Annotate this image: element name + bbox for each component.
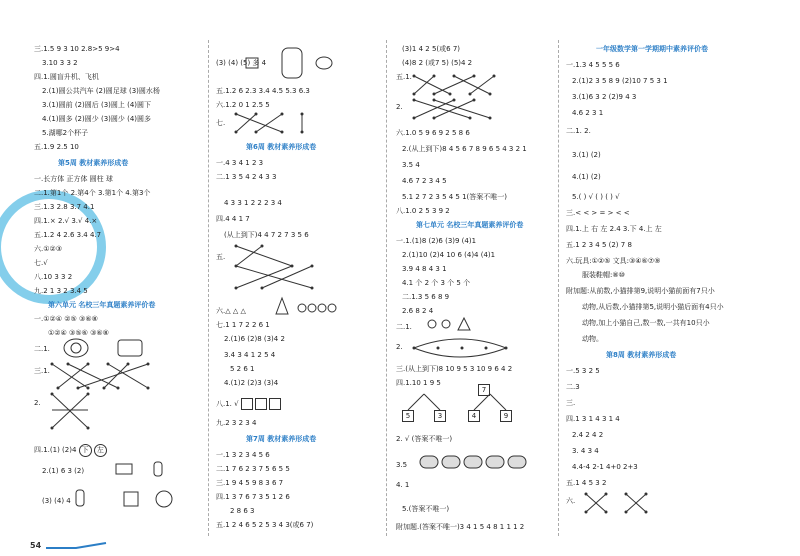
answer-line: 3.(1)6 3 2 (2)9 4 3 <box>572 93 637 101</box>
answer-line: 4.6 2 3 1 <box>572 109 604 117</box>
answer-line: 四.1 3 7 6 7 3 5 1 2 6 <box>216 493 290 501</box>
answer-line: 九.2 1 3 2 3.4 5 <box>34 287 88 295</box>
answer-line: 4.4-4 2-1 4+0 2+3 <box>572 463 638 471</box>
answer-line: 附加题:从前数,小猫排第9,说明小猫前面有7只小 <box>566 287 715 295</box>
answer-line: 四.1.(1) (2)4 下 左 <box>34 444 107 457</box>
answer-line: 4.6 7 2 3 4 5 <box>402 177 447 185</box>
answer-line: 一.1.(1)8 (2)6 (3)9 (4)1 <box>396 237 477 245</box>
answer-line: 一.1.3 4 5 5 5 6 <box>566 61 620 69</box>
answer-line: 一.①②④ ②⑤ ③⑥⑧ <box>34 315 98 323</box>
answer-line: 2. <box>34 399 41 407</box>
answer-line: (从上到下)4 4 7 2 7 3 5 6 <box>224 231 309 239</box>
answer-line: 5.( ) √ ( ) ( ) √ <box>572 193 620 201</box>
page-number: 54 <box>30 541 42 550</box>
matching-lines <box>410 98 500 120</box>
answer-line: 二.1. <box>396 323 412 331</box>
answer-line: 2. <box>396 103 403 111</box>
answer-line: 三.1.5 9 3 10 2.8>5 9>4 <box>34 45 120 53</box>
direction-answer: 左 <box>94 444 107 457</box>
answer-line: 2.(1) 6 3 (2) <box>42 467 85 475</box>
answer-line: 四.1.上 右 左 2.4 3.下 4.上 左 <box>566 225 662 233</box>
matching-lines <box>410 74 500 96</box>
answer-line: 4.(1)圆多 (2)圆少 (3)圆少 (4)圆多 <box>42 115 152 123</box>
answer-line: 四.1.× 2.√ 3.√ 4.× <box>34 217 98 225</box>
matching-lines <box>232 244 322 290</box>
answer-line: 五.1.2 4 2.6 3.4 4.7 <box>34 231 102 239</box>
answer-line: 三.< < > = > < < <box>566 209 630 217</box>
section-title: 第5周 教材素养形成卷 <box>58 159 129 167</box>
answer-line: 一.1 3 2 3 4 5 6 <box>216 451 270 459</box>
answer-line: 3.4 3 4 1 2 5 4 <box>224 351 276 359</box>
answer-line: 动物,从后数,小猫排第5,说明小猫后面有4只小 <box>582 303 724 311</box>
answer-line: 2. <box>396 343 403 351</box>
answer-line: 一.4 3 4 1 2 3 <box>216 159 264 167</box>
answer-line: 二.1 3 5 4 2 4 3 3 <box>216 173 277 181</box>
answer-line: 4.(1)2 (2)3 (3)4 <box>224 379 279 387</box>
matching-lines <box>48 362 158 390</box>
answer-line: 六.1.2 0 1 2.5 5 <box>216 101 270 109</box>
section-title: 第6周 教材素养形成卷 <box>246 143 317 151</box>
answer-line: 4. 1 <box>396 481 410 489</box>
shape-drawing <box>242 46 332 80</box>
answer-line: 六.1.0 5 9 6 9 2 5 8 6 <box>396 129 470 137</box>
answer-line: 五.1 2 3 4 5 (2) 7 8 <box>566 241 632 249</box>
matching-arcs <box>410 336 520 360</box>
answer-line: 附加题.(答案不唯一)3 4 1 5 4 8 1 1 1 2 <box>396 523 525 531</box>
answer-line: 六.玩具:①②⑤ 文具:③④⑥⑦⑨ <box>566 257 661 265</box>
matching-lines <box>48 392 108 432</box>
answer-line: (3)1 4 2 5(或6 7) <box>402 45 460 53</box>
answer-line: 七.1 1 7 2 2 6 1 <box>216 321 270 329</box>
page-number-swoosh <box>46 542 116 550</box>
answer-line: 3. 4 3 4 <box>572 447 599 455</box>
column-divider <box>386 40 387 536</box>
answer-line: 3.9 4 8 4 3 1 <box>402 265 447 273</box>
column-2 <box>216 40 376 534</box>
number-box: 3 <box>434 410 446 422</box>
answer-line: 2.4 2 4 2 <box>572 431 604 439</box>
answer-box <box>269 398 281 410</box>
answer-line: 八.1.0 2 5 3 9 2 <box>396 207 450 215</box>
answer-line: 二.1 7 6 2 3 7 5 6 5 5 <box>216 465 290 473</box>
column-3 <box>396 40 556 534</box>
answer-line: 5 2 6 1 <box>230 365 255 373</box>
answer-line: 六.①②③ <box>34 245 63 253</box>
answer-line: 2.(1)圆公共汽车 (2)圆足球 (3)圆水杨 <box>42 87 160 95</box>
answer-line: 3.5 4 <box>402 161 420 169</box>
answer-line: 四.1.圆盲升机、飞机 <box>34 73 99 81</box>
answer-line: 三.1 9 4 5 9 8 3 6 7 <box>216 479 284 487</box>
hatched-bars <box>418 454 528 470</box>
answer-line: ①②④ ③⑤⑥ ③⑥⑧ <box>48 329 109 337</box>
answer-line: 五. <box>216 253 226 261</box>
answer-line: 二.3 <box>566 383 580 391</box>
answer-line: 二.1. 2. <box>566 127 591 135</box>
answer-line: 五.1. <box>396 73 412 81</box>
answer-line: 四.4 4 1 7 <box>216 215 250 223</box>
matching-lines <box>232 112 312 134</box>
column-divider <box>208 40 209 536</box>
shape-drawing <box>64 338 154 360</box>
answer-line: 2.6 8 2 4 <box>402 307 434 315</box>
answer-line: 服装鞋帽:⑧⑩ <box>582 271 625 279</box>
answer-line: 动物。 <box>582 335 603 343</box>
answer-line: (3) (4) 4 <box>42 497 71 505</box>
answer-line: 八.10 3 3 2 <box>34 273 73 281</box>
answer-line: 5.(答案不唯一) <box>402 505 450 513</box>
section-title: 一年级数学第一学期期中素养评价卷 <box>596 45 708 53</box>
answer-line: 五.1 2 4 6 5 2 5 3 4 3(或6 7) <box>216 521 314 529</box>
answer-line: 五.1 4 5 3 2 <box>566 479 607 487</box>
answer-line: 四.1 3 1 4 3 1 4 <box>566 415 620 423</box>
section-title: 第8周 教材素养形成卷 <box>606 351 677 359</box>
shape-drawing <box>266 296 346 316</box>
answer-line: 2 8 6 3 <box>230 507 255 515</box>
answer-line: 一.长方体 正方体 圆柱 球 <box>34 175 113 183</box>
number-box: 4 <box>468 410 480 422</box>
answer-box <box>255 398 267 410</box>
shape-drawing <box>424 316 484 332</box>
answer-line: 七.√ <box>34 259 48 267</box>
answer-line: 九.2 3 2 3 4 <box>216 419 257 427</box>
answer-line: 2.(1)10 (2)4 10 6 (4)4 (4)1 <box>402 251 496 259</box>
answer-line: 二.1.3 5 6 8 9 <box>402 293 450 301</box>
answer-line: 四.1.10 1 9 5 <box>396 379 441 387</box>
answer-line: 六. <box>566 497 576 505</box>
answer-line: 3.(1) (2) <box>572 151 601 159</box>
answer-line: 4 3 3 1 2 2 2 3 4 <box>224 199 282 207</box>
answer-line: 三.1.3 2.8 3.7 4.1 <box>34 203 95 211</box>
column-4 <box>566 40 776 534</box>
answer-line: 五.1.9 2.5 10 <box>34 143 79 151</box>
answer-line: 3.10 3 3 2 <box>42 59 78 67</box>
answer-line: 3.(1)圆前 (2)圆后 (3)圆上 (4)圆下 <box>42 101 152 109</box>
solid-shapes <box>114 460 174 478</box>
answer-line: 八.1. √ <box>216 398 281 410</box>
tree-branches <box>396 392 526 412</box>
answer-line: 五.1.2 6 2.3 3.4 4.5 5.3 6.3 <box>216 87 310 95</box>
answer-line: (3) (4) (5) 多 4 <box>216 59 267 67</box>
answer-line: 一.5 3 2 5 <box>566 367 600 375</box>
answer-line: 二.1.第1个 2.第4个 3.第1个 4.第3个 <box>34 189 151 197</box>
answer-line: 三.(从上到下)8 10 9 5 3 10 9 6 4 2 <box>396 365 513 373</box>
column-divider <box>558 40 559 536</box>
answer-line: 二.1. <box>34 345 50 353</box>
number-box: 9 <box>500 410 512 422</box>
answer-line: 4.1 个 2 个 3 个 5 个 <box>402 279 471 287</box>
answer-line: 3.5 <box>396 461 408 469</box>
answer-line: 2. √ (答案不唯一) <box>396 435 453 443</box>
column-1 <box>34 40 194 534</box>
section-title: 第七单元 名校三年真题素养评价卷 <box>416 221 524 229</box>
answer-line: 七. <box>216 119 226 127</box>
answer-line: 5.湖哪2个杯子 <box>42 129 89 137</box>
answer-line: 三. <box>566 399 576 407</box>
matching-lines <box>582 492 652 514</box>
answer-line: (4)8 2 (或7 5) (5)4 2 <box>402 59 473 67</box>
answer-line: 2.(从上到下)8 4 5 6 7 8 9 6 5 4 3 2 1 <box>402 145 527 153</box>
section-title: 第六单元 名校三年真题素养评价卷 <box>48 301 156 309</box>
section-title: 第7周 教材素养形成卷 <box>246 435 317 443</box>
solid-shapes <box>74 488 174 510</box>
answer-line: 5.1 2 7 2 3 5 4 5 1(答案不唯一) <box>402 193 508 201</box>
number-box: 7 <box>478 384 490 396</box>
answer-line: 2.(1)6 (2)8 (3)4 2 <box>224 335 285 343</box>
direction-answer: 下 <box>79 444 92 457</box>
answer-line: 动物,加上小猫自己,数一数,一共有10只小 <box>582 319 710 327</box>
number-box: 5 <box>402 410 414 422</box>
answer-line: 六.△ △ △ <box>216 307 246 315</box>
answer-line: 4.(1) (2) <box>572 173 601 181</box>
answer-box <box>241 398 253 410</box>
answer-line: 三.1. <box>34 367 50 375</box>
answer-line: 2.(1)2 3 5 8 9 (2)10 7 5 3 1 <box>572 77 668 85</box>
